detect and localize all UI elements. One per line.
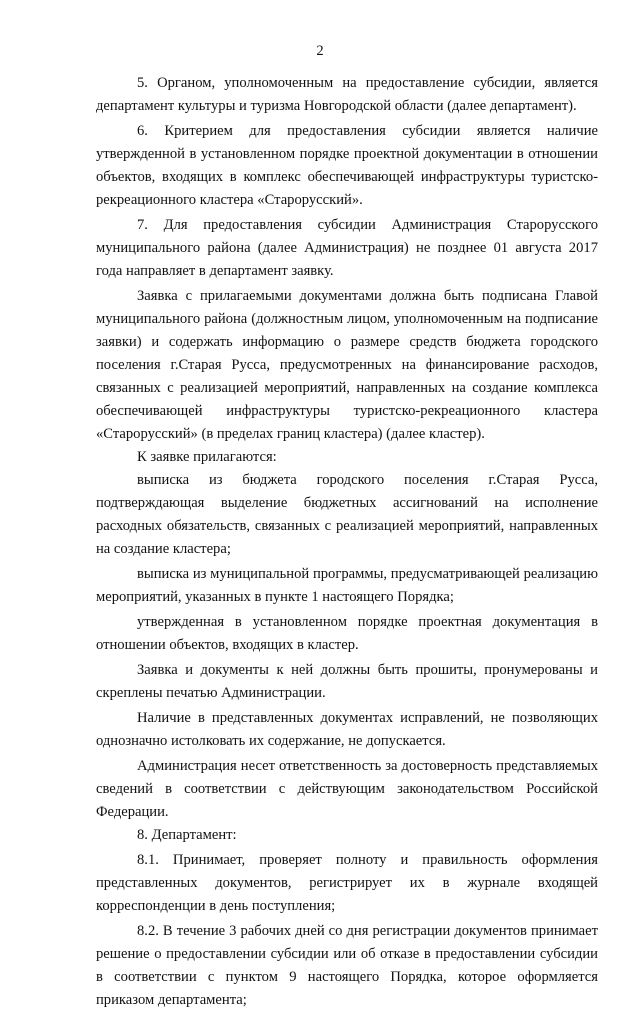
paragraph-application-requirements: Заявка с прилагаемыми документами должна быть подписана Главой муниципального района (должностным лицом, уполномоченным на подписание заявки) и содержать информацию о размере средств бюджета городского поселения г.Старая Русса, предусмотренных на финансирование расходов, связанных с реализацией мероприятий, направленных на создание комплекса обеспечивающей инфраструктуры туристско-рекреационного кластера «Старорусский» (в пределах границ кластера) (далее кластер).: [96, 288, 598, 442]
paragraph-program-extract: выписка из муниципальной программы, предусматривающей реализацию мероприятий, указанных в пункте 1 настоящего Порядка;: [96, 566, 598, 605]
paragraph-item-8: 8. Департамент:: [137, 827, 237, 843]
paragraph-corrections: Наличие в представленных документах исправлений, не позволяющих однозначно истолковать их содержание, не допускается.: [96, 710, 598, 749]
paragraph-binding-requirements: Заявка и документы к ней должны быть прошиты, пронумерованы и скреплены печатью Администрации.: [96, 662, 598, 701]
paragraph-project-documentation: утвержденная в установленном порядке проектная документация в отношении объектов, входящих в кластер.: [96, 614, 598, 653]
paragraph-item-7: 7. Для предоставления субсидии Администрация Старорусского муниципального района (далее Администрация) не позднее 01 августа 2017 года направляет в департамент заявку.: [96, 217, 598, 279]
paragraph-item-6: 6. Критерием для предоставления субсидии является наличие утвержденной в установленном порядке проектной документации в отношении объектов, входящих в комплекс обеспечивающей инфраструктуры туристско-рекреационного кластера «Старорусский».: [96, 123, 598, 208]
paragraph-item-5: 5. Органом, уполномоченным на предоставление субсидии, является департамент культуры и туризма Новгородской области (далее департамент).: [96, 75, 598, 114]
document-body: [96, 72, 598, 1012]
paragraph-responsibility: Администрация несет ответственность за достоверность представляемых сведений в соответствии с действующим законодательством Российской Федерации.: [96, 758, 598, 820]
page-number: 2: [316, 43, 324, 59]
paragraph-item-8-1: 8.1. Принимает, проверяет полноту и правильность оформления представленных документов, регистрирует их в журнале входящей корреспонденции в день поступления;: [96, 852, 598, 914]
paragraph-budget-extract: выписка из бюджета городского поселения г.Старая Русса, подтверждающая выделение бюджетных ассигнований на исполнение расходных обязательств, связанных с реализацией мероприятий, направленных на создание кластера;: [96, 472, 598, 557]
paragraph-attachments-heading: К заявке прилагаются:: [137, 449, 277, 465]
paragraph-item-8-2: 8.2. В течение 3 рабочих дней со дня регистрации документов принимает решение о предоставлении субсидии или об отказе в предоставлении субсидии в соответствии с пунктом 9 настоящего Порядка, которое оформляется приказом департамента;: [96, 923, 598, 1008]
